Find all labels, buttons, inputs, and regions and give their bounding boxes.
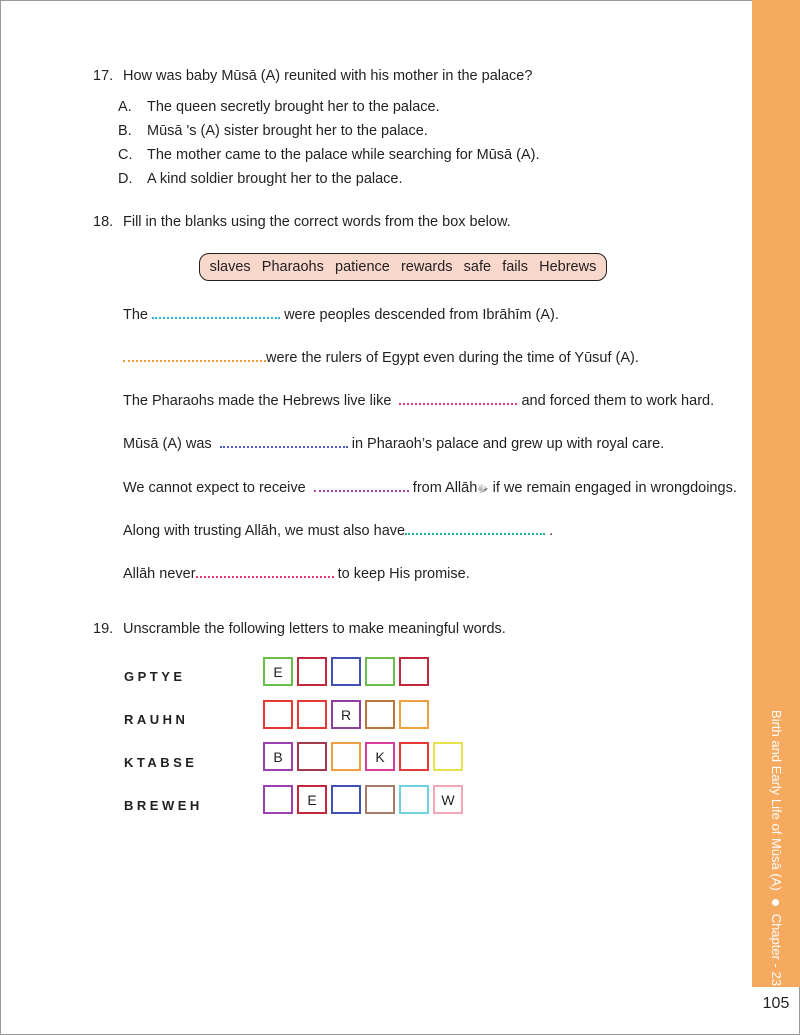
letter-box[interactable] bbox=[399, 700, 429, 729]
option-text: The queen secretly brought her to the palace. bbox=[147, 99, 440, 115]
letter-box[interactable] bbox=[331, 785, 361, 814]
letter-box[interactable]: E bbox=[297, 785, 327, 814]
sentence-text: were the rulers of Egypt even during the time of Yūsuf (A). bbox=[266, 350, 639, 366]
word-bank-item: slaves bbox=[209, 259, 251, 275]
letter-box[interactable] bbox=[365, 657, 395, 686]
letter-box-row bbox=[263, 785, 463, 814]
option-letter: C. bbox=[118, 147, 133, 163]
word-bank-item: Hebrews bbox=[539, 259, 597, 275]
chapter-side-text bbox=[766, 698, 786, 998]
answer-blank[interactable] bbox=[399, 391, 517, 405]
option-b[interactable] bbox=[118, 121, 428, 141]
honorific-symbol: ﷻ bbox=[477, 484, 489, 495]
answer-blank[interactable] bbox=[314, 478, 409, 492]
option-a[interactable] bbox=[118, 97, 440, 117]
word-bank-item: rewards bbox=[400, 259, 453, 275]
letter-box[interactable]: R bbox=[331, 700, 361, 729]
question-number: 18. bbox=[93, 214, 114, 230]
sentence-text: from Allāh bbox=[412, 480, 478, 496]
question-18 bbox=[93, 212, 511, 232]
sentence-text: Along with trusting Allāh, we must also have bbox=[123, 523, 406, 539]
sentence-text: in Pharaoh’s palace and grew up with royal care. bbox=[351, 436, 665, 452]
question-19 bbox=[93, 619, 506, 639]
scrambled-word: GPTYE bbox=[124, 669, 186, 684]
fill-sentence-6 bbox=[123, 521, 553, 541]
option-text: A kind soldier brought her to the palace. bbox=[147, 171, 403, 187]
page-number: 105 bbox=[762, 995, 790, 1012]
scrambled-word: KTABSE bbox=[124, 755, 198, 770]
letter-box[interactable] bbox=[399, 657, 429, 686]
letter-box[interactable] bbox=[365, 785, 395, 814]
word-bank-item: Pharaohs bbox=[261, 259, 324, 275]
letter-box-row bbox=[263, 700, 429, 729]
letter-box[interactable] bbox=[399, 785, 429, 814]
answer-blank[interactable] bbox=[152, 305, 280, 319]
chapter-title: Birth and Early Life of Mūsā (A) bbox=[769, 710, 784, 891]
fill-sentence-3 bbox=[123, 391, 714, 411]
letter-box[interactable]: E bbox=[263, 657, 293, 686]
sentence-text: The bbox=[123, 307, 148, 323]
scrambled-word: RAUHN bbox=[124, 712, 189, 727]
sentence-text: if we remain engaged in wrongdoings. bbox=[492, 480, 737, 496]
letter-box[interactable]: B bbox=[263, 742, 293, 771]
question-17 bbox=[93, 66, 532, 86]
question-text: Unscramble the following letters to make meaningful words. bbox=[123, 621, 506, 637]
letter-box[interactable] bbox=[263, 700, 293, 729]
letter-box-row bbox=[263, 657, 429, 686]
sentence-text: Mūsā (A) was bbox=[123, 436, 212, 452]
sentence-text: to keep His promise. bbox=[337, 566, 470, 582]
answer-blank[interactable] bbox=[405, 521, 545, 535]
chapter-label: Chapter - 23 bbox=[769, 913, 784, 986]
letter-box-row bbox=[263, 742, 463, 771]
sentence-text: and forced them to work hard. bbox=[521, 393, 715, 409]
option-letter: D. bbox=[118, 171, 133, 187]
question-text: How was baby Mūsā (A) reunited with his mother in the palace? bbox=[123, 68, 533, 84]
letter-box[interactable]: W bbox=[433, 785, 463, 814]
letter-box[interactable] bbox=[365, 700, 395, 729]
word-bank-item: patience bbox=[335, 259, 390, 275]
letter-box[interactable] bbox=[297, 742, 327, 771]
letter-box[interactable] bbox=[297, 700, 327, 729]
fill-sentence-2 bbox=[123, 348, 639, 368]
question-number: 17. bbox=[93, 68, 114, 84]
letter-box[interactable]: K bbox=[365, 742, 395, 771]
scrambled-word: BREWEH bbox=[124, 798, 203, 813]
sentence-text: The Pharaohs made the Hebrews live like bbox=[123, 393, 392, 409]
letter-box[interactable] bbox=[433, 742, 463, 771]
word-bank-item: fails bbox=[502, 259, 528, 275]
sentence-text: were peoples descended from Ibrāhīm (A). bbox=[284, 307, 559, 323]
sentence-text: Allāh never bbox=[123, 566, 196, 582]
fill-sentence-1 bbox=[123, 305, 559, 325]
letter-box[interactable] bbox=[331, 657, 361, 686]
word-bank bbox=[199, 253, 607, 281]
option-letter: B. bbox=[118, 123, 132, 139]
word-bank-item: safe bbox=[463, 259, 492, 275]
answer-blank[interactable] bbox=[220, 434, 348, 448]
option-letter: A. bbox=[118, 99, 132, 115]
answer-blank[interactable] bbox=[196, 564, 334, 578]
fill-sentence-4 bbox=[123, 434, 664, 454]
option-text: Mūsā 's (A) sister brought her to the palace. bbox=[147, 123, 428, 139]
letter-box[interactable] bbox=[297, 657, 327, 686]
answer-blank[interactable] bbox=[123, 348, 266, 362]
fill-sentence-7 bbox=[123, 564, 470, 584]
sentence-text: . bbox=[549, 523, 554, 539]
letter-box[interactable] bbox=[263, 785, 293, 814]
bullet-dot-icon bbox=[772, 899, 779, 906]
question-text: Fill in the blanks using the correct words from the box below. bbox=[123, 214, 511, 230]
letter-box[interactable] bbox=[331, 742, 361, 771]
option-c[interactable] bbox=[118, 145, 539, 165]
sentence-text: We cannot expect to receive bbox=[123, 480, 306, 496]
question-number: 19. bbox=[93, 621, 114, 637]
letter-box[interactable] bbox=[399, 742, 429, 771]
option-d[interactable] bbox=[118, 169, 403, 189]
option-text: The mother came to the palace while searching for Mūsā (A). bbox=[147, 147, 540, 163]
fill-sentence-5 bbox=[123, 478, 737, 500]
